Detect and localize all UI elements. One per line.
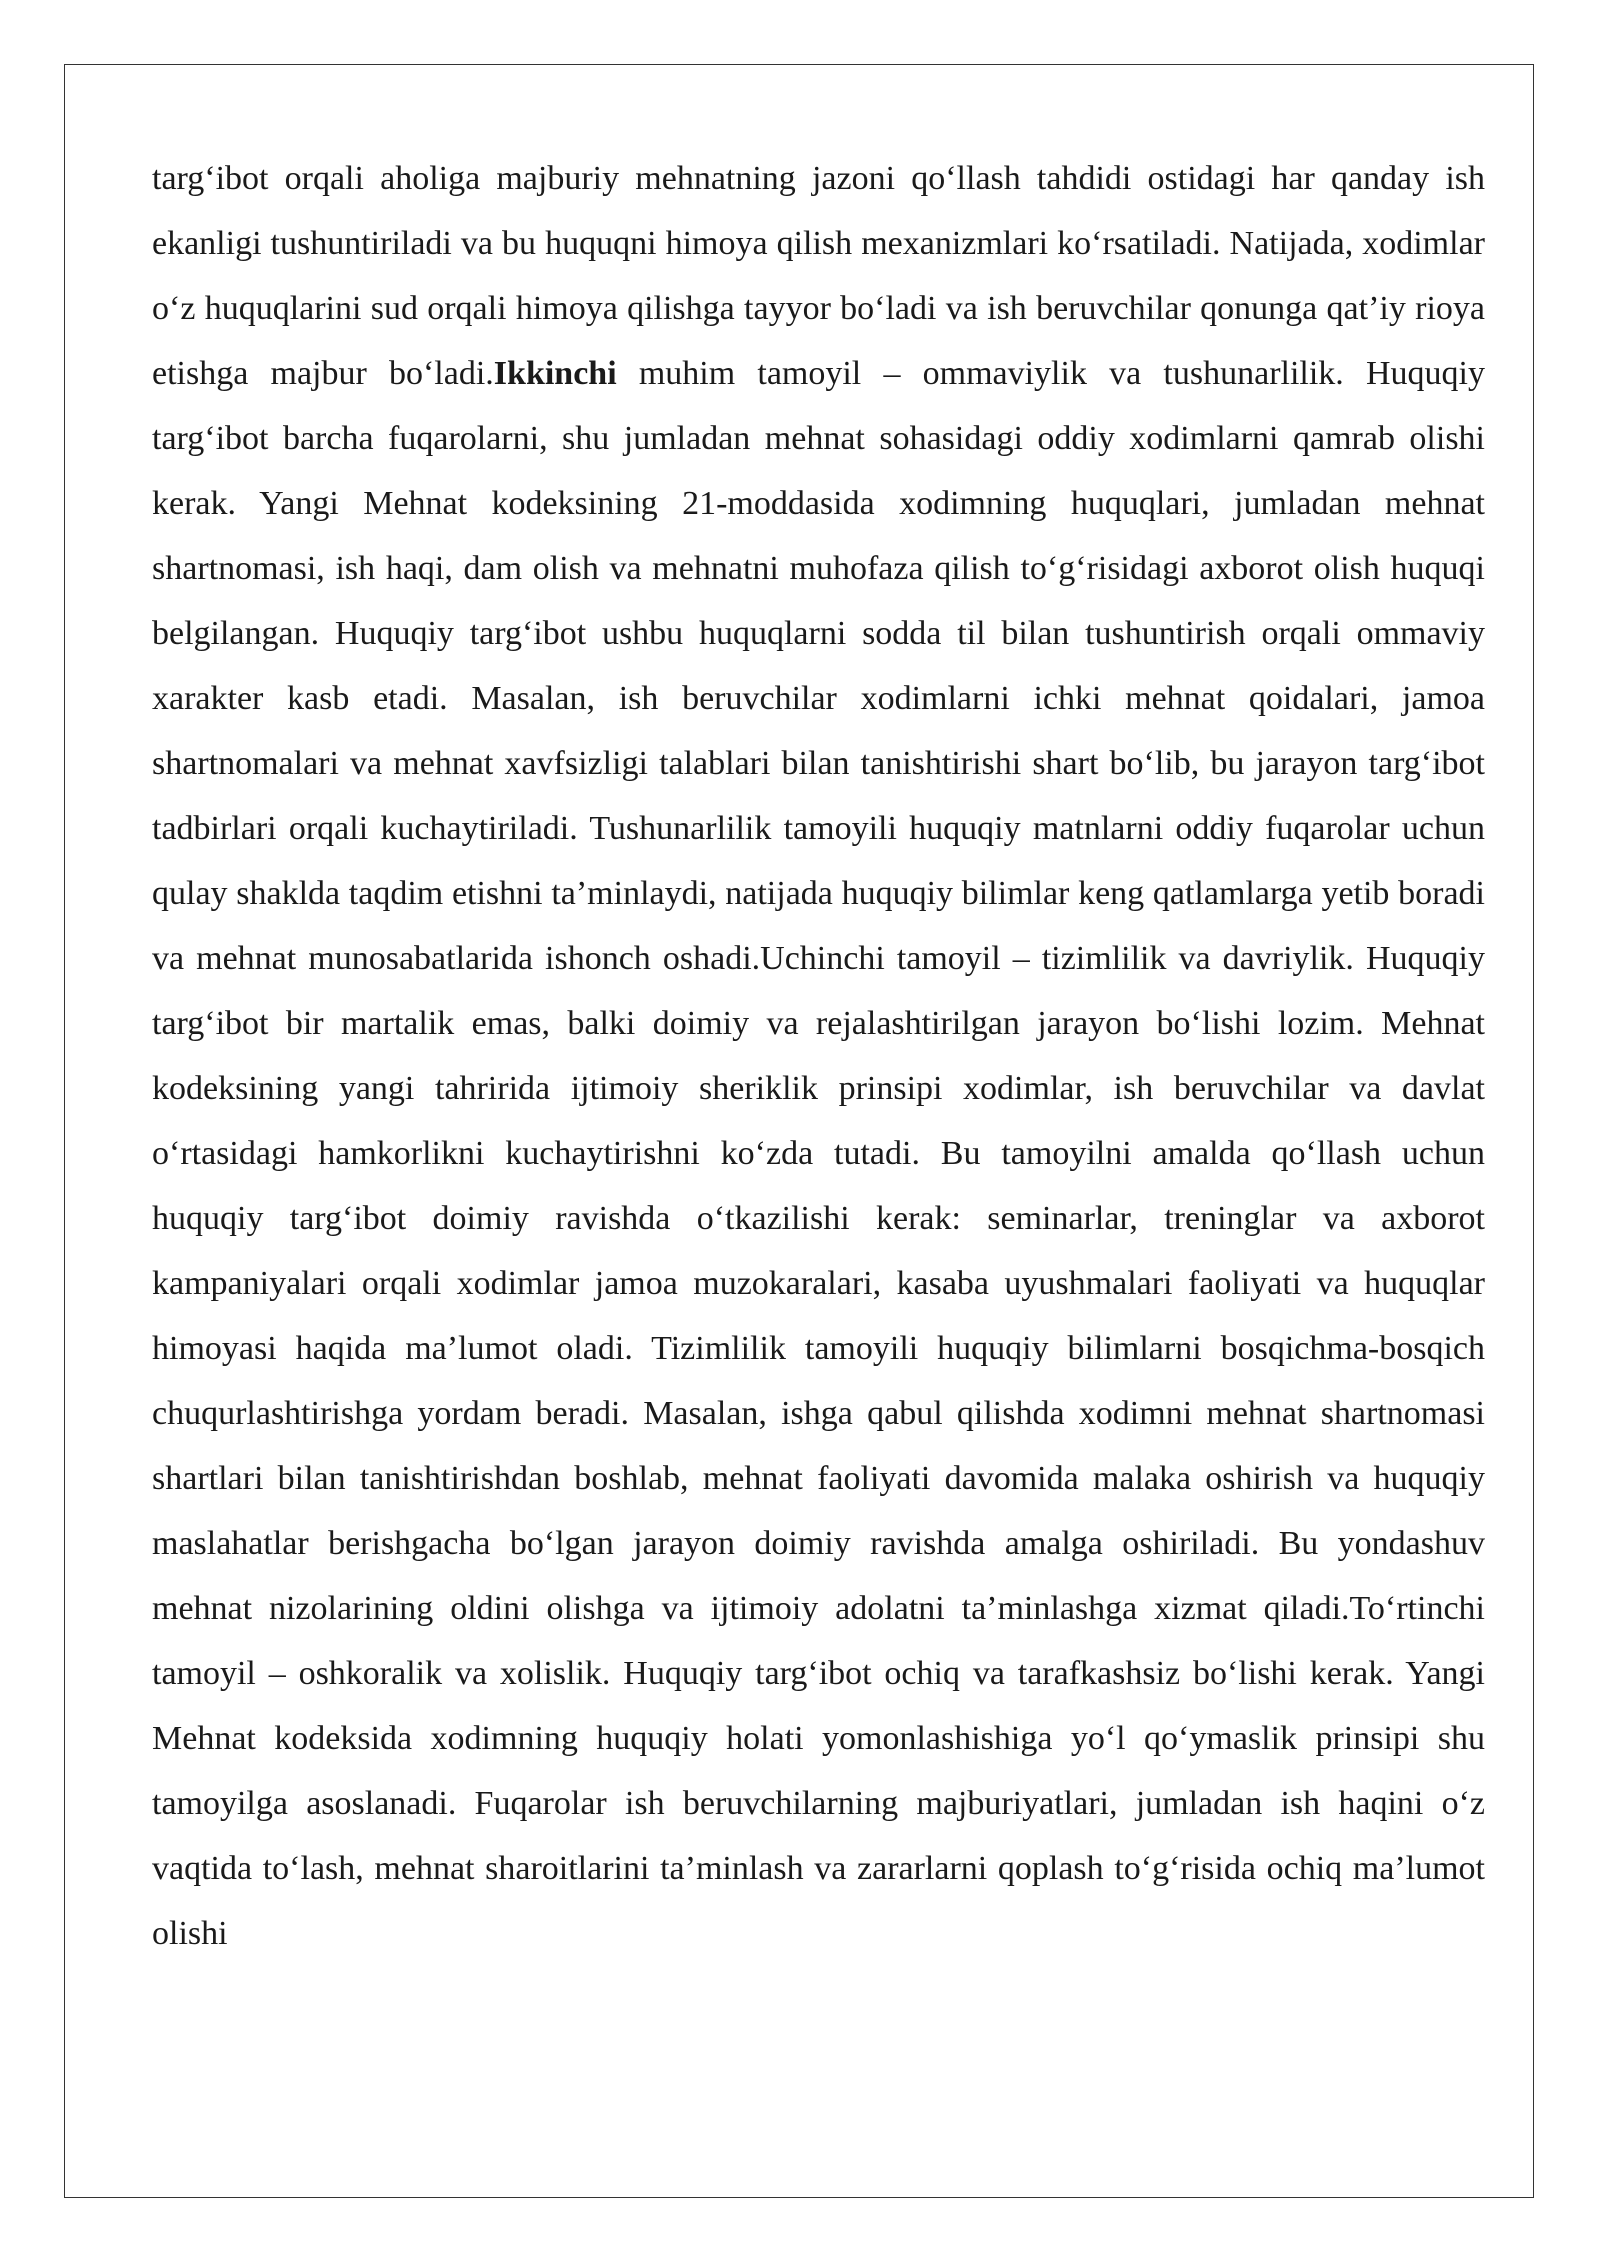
- bold-word-ikkinchi: Ikkinchi: [493, 355, 617, 392]
- paragraph-text-part1: targ‘ibot orqali aholiga majburiy mehnatning jazoni qo‘llash tahdidi ostidagi har qanday ish ekanligi tushuntiriladi va bu huquqni himoya qilish mexanizmlari ko‘rsatiladi. Natijada, xodimlar o‘z huquqlarini sud orqali himoya qilishga tayyor bo‘ladi va ish beruvchilar qonunga qat’iy rioya etishga majbur bo‘ladi.: [152, 160, 1485, 392]
- body-paragraph: [152, 146, 1485, 1966]
- paragraph-text-part2: muhim tamoyil – ommaviylik va tushunarlilik. Huquqiy targ‘ibot barcha fuqarolarni, shu jumladan mehnat sohasidagi oddiy xodimlarni qamrab olishi kerak. Yangi Mehnat kodeksining 21-moddasida xodimning huquqlari, jumladan mehnat shartnomasi, ish haqi, dam olish va mehnatni muhofaza qilish to‘g‘risidagi axborot olish huquqi belgilangan. Huquqiy targ‘ibot ushbu huquqlarni sodda til bilan tushuntirish orqali ommaviy xarakter kasb etadi. Masalan, ish beruvchilar xodimlarni ichki mehnat qoidalari, jamoa shartnomalari va mehnat xavfsizligi talablari bilan tanishtirishi shart bo‘lib, bu jarayon targ‘ibot tadbirlari orqali kuchaytiriladi. Tushunarlilik tamoyili huquqiy matnlarni oddiy fuqarolar uchun qulay shaklda taqdim etishni ta’minlaydi, natijada huquqiy bilimlar keng qatlamlarga yetib boradi va mehnat munosabatlarida ishonch oshadi.Uchinchi tamoyil – tizimlilik va davriylik. Huquqiy targ‘ibot bir martalik emas, balki doimiy va rejalashtirilgan jarayon bo‘lishi lozim. Mehnat kodeksining yangi tahririda ijtimoiy sheriklik prinsipi xodimlar, ish beruvchilar va davlat o‘rtasidagi hamkorlikni kuchaytirishni ko‘zda tutadi. Bu tamoyilni amalda qo‘llash uchun huquqiy targ‘ibot doimiy ravishda o‘tkazilishi kerak: seminarlar, treninglar va axborot kampaniyalari orqali xodimlar jamoa muzokaralari, kasaba uyushmalari faoliyati va huquqlar himoyasi haqida ma’lumot oladi. Tizimlilik tamoyili huquqiy bilimlarni bosqichma-bosqich chuqurlashtirishga yordam beradi. Masalan, ishga qabul qilishda xodimni mehnat shartnomasi shartlari bilan tanishtirishdan boshlab, mehnat faoliyati davomida malaka oshirish va huquqiy maslahatlar berishgacha bo‘lgan jarayon doimiy ravishda amalga oshiriladi. Bu yondashuv mehnat nizolarining oldini olishga va ijtimoiy adolatni ta’minlashga xizmat qiladi.To‘rtinchi tamoyil – oshkoralik va xolislik. Huquqiy targ‘ibot ochiq va tarafkashsiz bo‘lishi kerak. Yangi Mehnat kodeksida xodimning huquqiy holati yomonlashishiga yo‘l qo‘ymaslik prinsipi shu tamoyilga asoslanadi. Fuqarolar ish beruvchilarning majburiyatlari, jumladan ish haqini o‘z vaqtida to‘lash, mehnat sharoitlarini ta’minlash va zararlarni qoplash to‘g‘risida ochiq ma’lumot olishi: [152, 355, 1485, 1952]
